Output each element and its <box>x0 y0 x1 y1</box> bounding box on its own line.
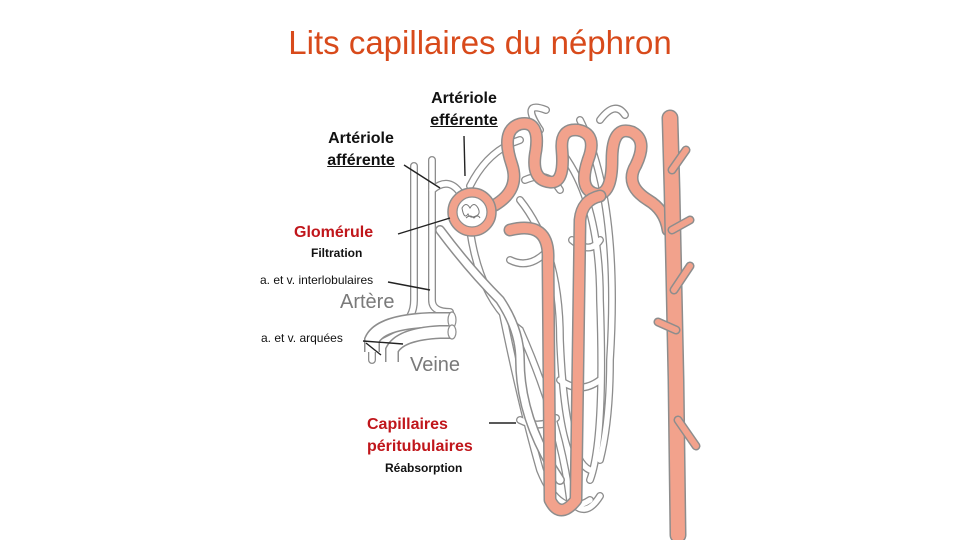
label-arteriole-efferente <box>416 88 512 132</box>
label-capillaires-line1: Capillaires <box>367 416 448 433</box>
label-arquees: a. et v. arquées <box>261 331 343 345</box>
label-arteriole-afferente-line1: Artériole <box>328 130 394 147</box>
label-reabsorption: Réabsorption <box>385 461 463 475</box>
label-arteriole-efferente-line1: Artériole <box>431 90 497 107</box>
label-arteriole-afferente-line2: afférente <box>327 152 395 169</box>
leader-lines <box>363 136 516 423</box>
label-arteriole-afferente <box>315 128 407 172</box>
glomerulus <box>448 188 496 236</box>
label-filtration: Filtration <box>311 246 363 260</box>
label-capillaires-line2: péritubulaires <box>367 438 473 455</box>
label-interlobulaires: a. et v. interlobulaires <box>260 273 374 287</box>
label-glomerule: Glomérule <box>294 224 374 241</box>
label-capillaires <box>367 414 473 458</box>
label-veine: Veine <box>410 354 461 376</box>
slide-title: Lits capillaires du néphron <box>288 24 672 61</box>
label-arteriole-efferente-line2: efférente <box>430 112 498 129</box>
label-artere: Artère <box>340 291 395 313</box>
